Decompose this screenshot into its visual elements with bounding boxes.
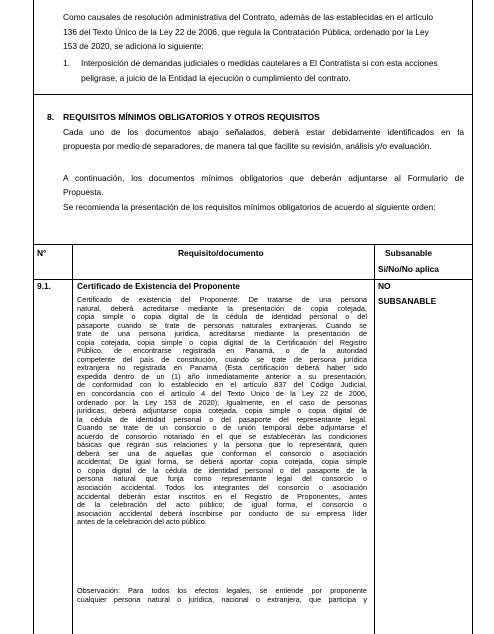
row-body-line: expedida dentro de un (1) año inmediatamente anterior a su presentación, bbox=[77, 371, 367, 381]
frame-left-border bbox=[33, 0, 34, 634]
intro-item-line: peligrase, a juicio de la Entidad la ejecución o cumplimiento del contrato. bbox=[81, 72, 351, 83]
section-para2-line: Propuesta. bbox=[63, 187, 104, 198]
row-body-line: accidental deberán estar inscritos en el Registro de Proponentes, antes bbox=[77, 491, 367, 501]
header-subsanable-options: Si/No/No aplica bbox=[378, 264, 439, 274]
header-subsanable: Subsanable bbox=[385, 248, 433, 258]
section-para1-line: propuesta por medio de separadores, de manera tal que facilite su revisión, análisis y/o evaluación. bbox=[63, 141, 432, 151]
frame-right-border bbox=[472, 0, 473, 634]
intro-item-line: Interposición de demandas judiciales o medidas cautelares a El Contratista si con esta acciones bbox=[81, 58, 438, 68]
table-col-divider bbox=[374, 244, 375, 634]
row-observation bbox=[77, 587, 367, 604]
row-body-line: asociación accidental. Todos los integrantes del consorcio o asociación bbox=[77, 483, 367, 493]
header-requirement: Requisito/documento bbox=[178, 248, 264, 258]
row-body-line: Público, de encontrarse registrada en Panamá, o de la autoridad bbox=[77, 346, 367, 356]
row-number: 9.1. bbox=[37, 281, 51, 291]
row-body-line: asociación accidental deberá inscribirse por conducto de su empresa líder bbox=[77, 508, 367, 518]
row-body-line: la cédula de identidad personal o del pasaporte del representante legal. bbox=[77, 414, 367, 424]
intro-line: Como causales de resolución administrativa del Contrato, además de las establecidas en el artículo bbox=[63, 12, 434, 22]
row-body-line: de la celebración del acto público; de igual forma, el consorcio o bbox=[77, 500, 367, 510]
row-body-line: natural, deberá acreditarse mediante la presentación de copia cotejada, bbox=[77, 303, 367, 313]
row-body-line: Cuando se trate de un consorcio o de unión temporal debe adjuntarse el bbox=[77, 423, 367, 433]
row-observation-line: Observación: Para todos los efectos legales, se entiende por proponente bbox=[77, 586, 367, 595]
row-body-line: o copia digital de la cédula de identidad personal o del pasaporte de la bbox=[77, 465, 367, 475]
row-body-line: de conformidad con lo establecido en el artículo 837 del Código Judicial, bbox=[77, 380, 367, 390]
row-body-line: trate de una persona jurídica, acreditarse mediante la presentación de bbox=[77, 329, 367, 339]
section-number: 8. bbox=[47, 112, 55, 122]
section-para1-line: Cada uno de los documentos abajo señalados, deberá estar debidamente identificados en la bbox=[63, 126, 464, 137]
row-body-line: jurídicas, deberá adjuntarse copia cotejada, copia simple o copia digital de bbox=[77, 406, 367, 416]
row-body bbox=[77, 296, 367, 527]
table-top-border bbox=[33, 244, 473, 245]
row-body-line: accidental; De igual forma, se deberá aportar copia cotejada, copia simple bbox=[77, 457, 367, 467]
row-observation-line: cualquier persona natural o jurídica, nacional o extranjera, que participa y bbox=[77, 594, 367, 604]
section-para2-line: Se recomienda la presentación de los requisitos mínimos obligatorios de acuerdo al siguiente orden: bbox=[63, 201, 436, 212]
row-body-line: copia cotejada, copia simple o copia digital de la Certificación del Registro bbox=[77, 337, 367, 347]
row-body-line: pasaporte cuando se trate de personas naturales extranjeras. Cuando se bbox=[77, 320, 367, 330]
intro-item-number: 1. bbox=[63, 58, 70, 68]
row-status: NO bbox=[378, 281, 391, 291]
row-body-line: copia simple o copia digital de la cédula de identidad personal o del bbox=[77, 312, 367, 322]
header-number: N° bbox=[37, 248, 47, 258]
row-body-line: persona natural que funja como representante legal del consorcio o bbox=[77, 474, 367, 484]
intro-line: 136 del Texto Único de la Ley 22 de 2006, que regula la Contratación Pública, ordenado por la Ley bbox=[63, 26, 429, 37]
row-title: Certificado de Existencia del Proponente bbox=[77, 281, 240, 291]
section-title: REQUISITOS MÍNIMOS OBLIGATORIOS Y OTROS REQUISITOS bbox=[63, 112, 320, 122]
section-para2-line: A continuación, los documentos mínimos obligatorios que deberán adjuntarse al Formulario de bbox=[63, 173, 464, 183]
row-body-line: en concordancia con el artículo 4 del Texto Único de la Ley 22 de 2006, bbox=[77, 389, 367, 399]
row-body-line: competente del país de constitución, cuando se trate de persona jurídica bbox=[77, 354, 367, 364]
row-body-line: Certificado de existencia del Proponente. De tratarse de una persona bbox=[77, 295, 367, 304]
row-body-line: acuerdo de consorcio notariado en el que se establecerán las condiciones bbox=[77, 431, 367, 441]
row-body-line: extranjera no registrada en Panamá (Esta certificación deberá haber sido bbox=[77, 363, 367, 373]
row-body-line: básicas que regirán sus relaciones y la persona que lo representará, quien bbox=[77, 440, 367, 450]
row-body-line: antes de la celebración del acto público. bbox=[77, 517, 207, 527]
row-body-line: deberá ser una de aquellas que conforman el consorcio o asociación bbox=[77, 448, 367, 458]
table-col-divider bbox=[72, 244, 73, 634]
intro-line: 153 de 2020, se adiciona lo siguiente: bbox=[63, 41, 204, 52]
intro-separator bbox=[33, 94, 473, 95]
document-page bbox=[33, 0, 473, 634]
row-body-line: ordenado por la Ley 153 de 2020); Igualmente, en el caso de personas bbox=[77, 397, 367, 407]
row-status: SUBSANABLE bbox=[378, 296, 437, 306]
